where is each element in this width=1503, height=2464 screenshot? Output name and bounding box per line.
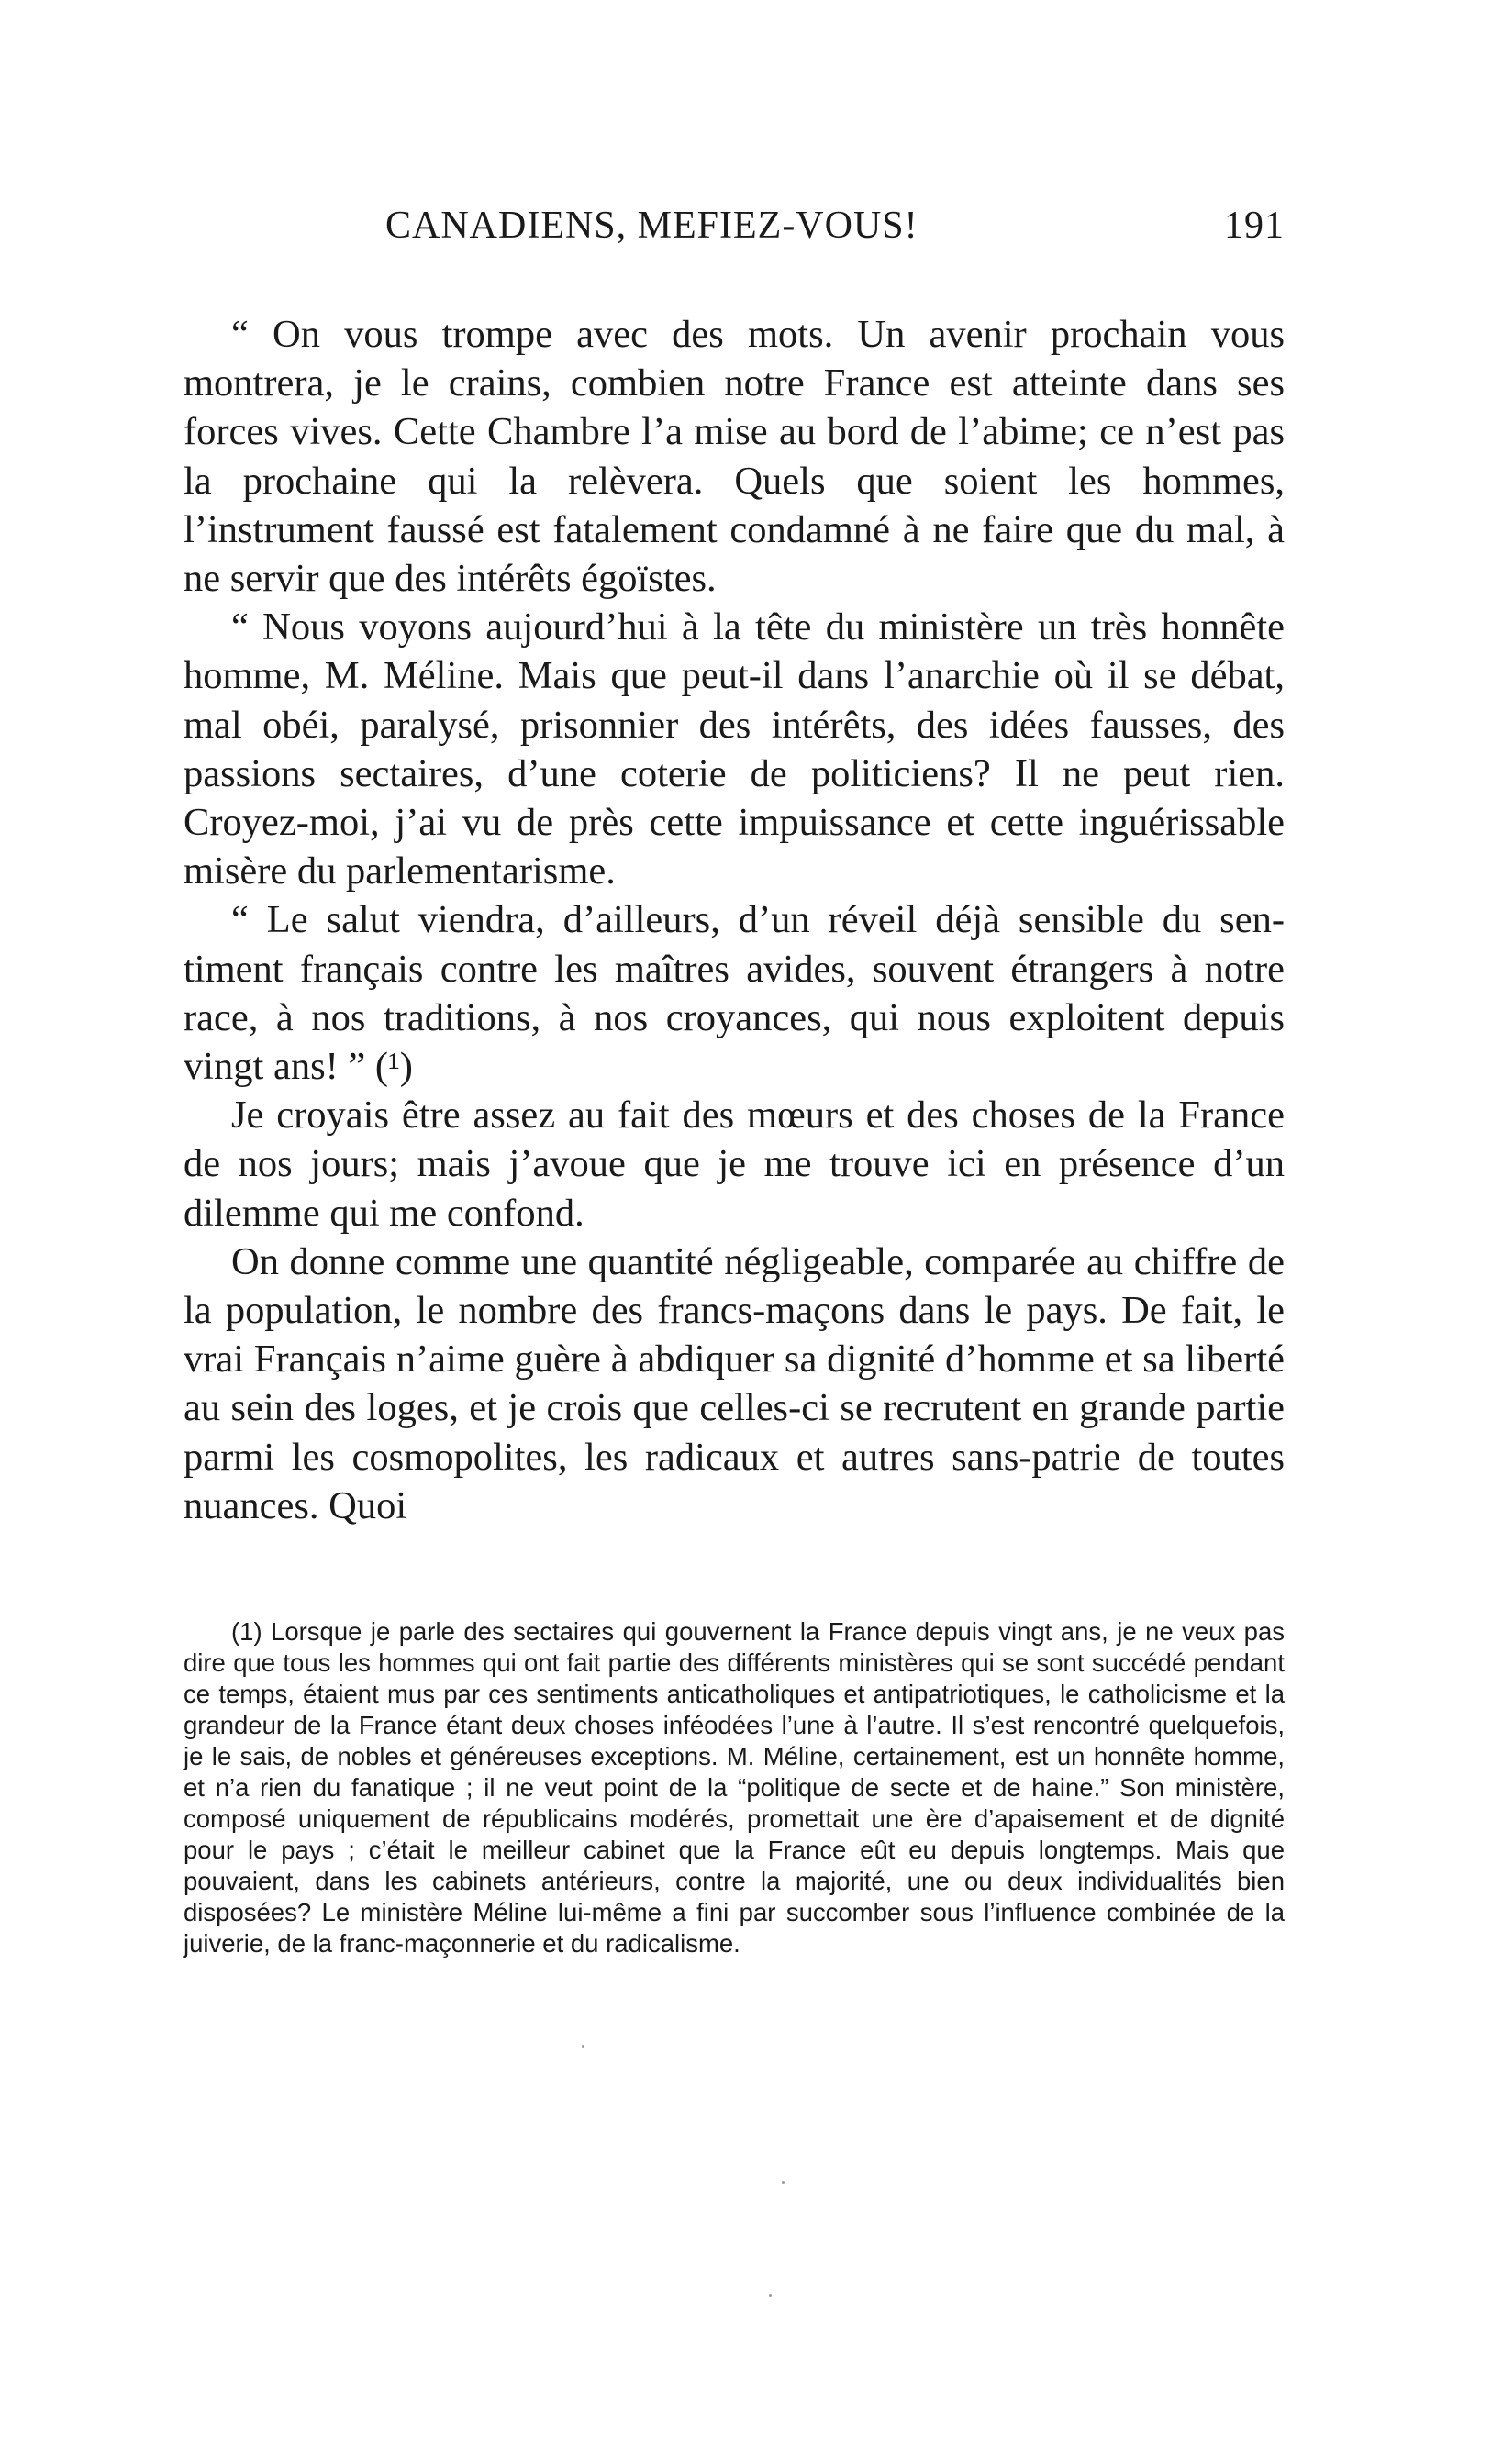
ink-speck xyxy=(582,2045,584,2048)
paragraph-4: Je croyais être assez au fait des mœurs et des choses de la France de nos jours; mais j’avoue que je me trouve ici en présence d’un dilemme qui me confond. xyxy=(184,1093,1285,1235)
paragraph-2: “ Nous voyons aujourd’hui à la tête du ministère un très honnête homme, M. Méline. Mais que peut-il dans l’anarchie où il se débat, mal obéi, paralysé, prisonnier des intérêts, des idées fausses, des passions sectaires, d’une coterie de politiciens? Il ne peut rien. Croyez-moi, j’ai vu de près cette impuissance et cette inguérissable misère du parlementarisme. xyxy=(184,605,1285,893)
footnote xyxy=(184,1616,1285,1959)
running-title: CANADIENS, MEFIEZ-VOUS! xyxy=(385,205,918,247)
page-number: 191 xyxy=(1224,205,1285,247)
paragraph-5: On donne comme une quantité négligeable, comparée au chiffre de la population, le nombre des francs-maçons dans le pays. De fait, le vrai Français n’aime guère à abdiquer sa dignité d’homme et sa liberté au sein des loges, et je crois que celles-ci se recrutent en grande partie parmi les cosmopolites, les radicaux et autres sans-patrie de toutes nuances. Quoi xyxy=(184,1239,1285,1527)
running-head xyxy=(184,204,1285,259)
ink-speck xyxy=(782,2181,785,2184)
paragraph-1: “ On vous trompe avec des mots. Un avenir prochain vous montrera, je le crains, combien notre France est atteinte dans ses forces vives. Cette Chambre l’a mise au bord de l’abime; ce n’est pas la prochaine qui la relèvera. Quels que soient les hommes, l’instrument faussé est fatalement condamné à ne faire que du mal, à ne servir que des intérêts égoïstes. xyxy=(184,313,1285,601)
paragraph-3: “ Le salut viendra, d’ailleurs, d’un réveil déjà sensible du sentiment français contre les maîtres avides, souvent étrangers à notre race, à nos traditions, à nos croyances, qui nous exploitent depuis vingt ans! ” (¹) xyxy=(184,898,1285,1089)
footnote-1: (1) Lorsque je parle des sectaires qui gouvernent la France depuis vingt ans, je ne veux pas dire que tous les hommes qui ont fait partie des différents ministères qui se sont succédé pendant ce temps, étaient mus par ces sentiments anticatholiques et antipatriotiques, le catholicisme et la grandeur de la France étant deux choses inféodées l’une à l’autre. Il s’est rencontré quelquefois, je le sais, de nobles et généreuses exceptions. M. Méline, certainement, est un honnête homme, et n’a rien du fanatique ; il ne veut point de la “politique de secte et de haine.” Son ministère, composé uniquement de républicains modérés, promettait une ère d’apaisement et de dignité pour le pays ; c’était le meilleur cabinet que la France eût eu depuis longtemps. Mais que pouvaient, dans les cabinets antérieurs, contre la majorité, une ou deux individualités bien disposées? Le ministère Méline lui-même a fini par succomber sous l’influence combinée de la juiverie, de la franc-maçonnerie et du radicalisme. xyxy=(184,1617,1285,1958)
body-text xyxy=(184,310,1285,1530)
ink-speck xyxy=(769,2294,772,2297)
